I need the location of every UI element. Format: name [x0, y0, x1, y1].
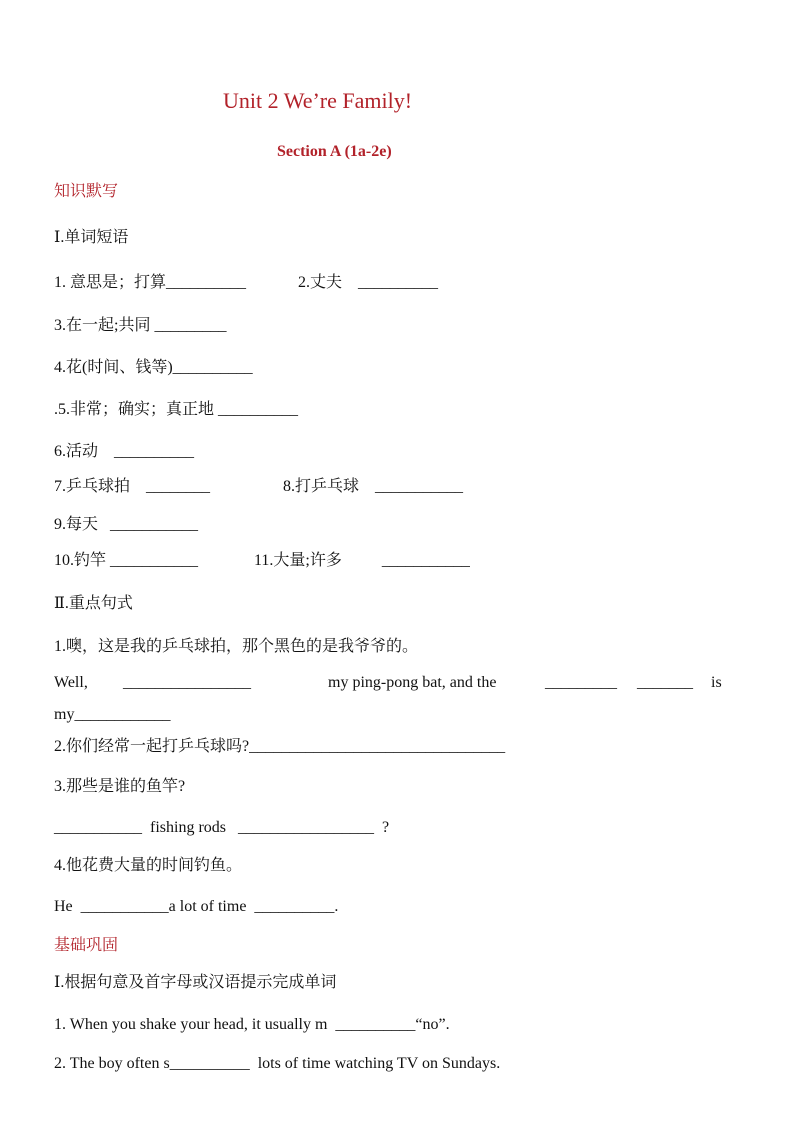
vocab-line-10: 10.钓竿 ___________ — [54, 552, 199, 569]
sentence-1-blank-1: ________________ — [123, 674, 251, 691]
vocab-line-5: .5.非常；确实；真正地 __________ — [54, 401, 299, 418]
vocab-line-6: 6.活动 __________ — [54, 443, 195, 460]
heading-sentences: Ⅱ.重点句式 — [54, 595, 133, 612]
heading-exercise: Ⅰ.根据句意及首字母或汉语提示完成单词 — [54, 974, 337, 991]
section-subtitle: Section A (1a-2e) — [277, 143, 392, 160]
sentence-1-blank-3: _______ — [637, 674, 693, 691]
heading-knowledge: 知识默写 — [54, 183, 119, 200]
sentence-1-prompt: 1.噢，这是我的乒乓球拍，那个黑色的是我爷爷的。 — [54, 638, 419, 655]
sentence-4-prompt: 4.他花费大量的时间钓鱼。 — [54, 857, 243, 874]
vocab-line-11: 11.大量;许多 ___________ — [254, 552, 470, 569]
exercise-2: 2. The boy often s__________ lots of time watching TV on Sundays. — [54, 1055, 501, 1072]
vocab-line-4: 4.花(时间、钱等)__________ — [54, 359, 253, 376]
exercise-1: 1. When you shake your head, it usually m __________“no”. — [54, 1016, 450, 1033]
sentence-1-blank-2: _________ — [545, 674, 617, 691]
sentence-4-answer: He ___________a lot of time __________. — [54, 898, 339, 915]
page-title: Unit 2 We’re Family! — [223, 88, 413, 113]
vocab-line-3: 3.在一起;共同 _________ — [54, 317, 227, 334]
sentence-3-prompt: 3.那些是谁的鱼竿? — [54, 778, 186, 795]
sentence-3-answer: ___________ fishing rods _________________ ? — [54, 819, 390, 836]
heading-consolidation: 基础巩固 — [54, 937, 119, 954]
heading-vocab: Ⅰ.单词短语 — [54, 229, 129, 246]
sentence-1-d: my____________ — [54, 706, 171, 723]
sentence-1-a: Well, — [54, 674, 88, 691]
sentence-2-prompt: 2.你们经常一起打乒乓球吗?________________________________ — [54, 738, 506, 755]
sentence-1-b: my ping-pong bat, and the — [328, 674, 497, 691]
vocab-line-9: 9.每天 ___________ — [54, 516, 199, 533]
vocab-line-8: 8.打乒乓球 ___________ — [283, 478, 464, 495]
vocab-line-1: 1. 意思是；打算__________ — [54, 274, 247, 291]
vocab-line-2: 2.丈夫 __________ — [298, 274, 439, 291]
vocab-line-7: 7.乒乓球拍 ________ — [54, 478, 211, 495]
sentence-1-c: is — [711, 674, 722, 691]
